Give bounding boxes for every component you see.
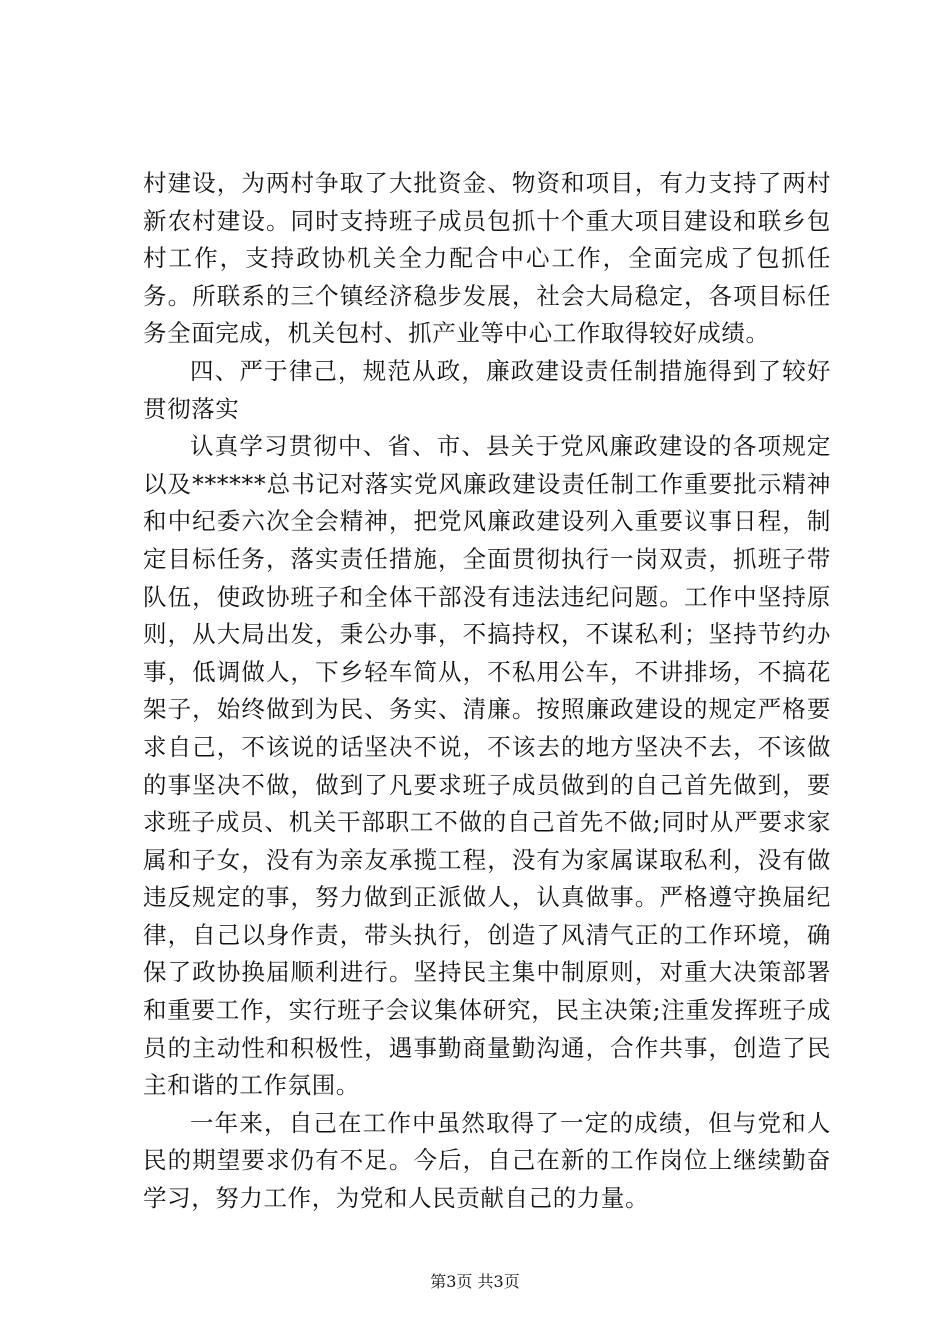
paragraph-conclusion: 一年来，自己在工作中虽然取得了一定的成绩，但与党和人民的期望要求仍有不足。今后，自己在新的工作岗位上继续勤奋学习，努力工作，为党和人民贡献自己的力量。 bbox=[143, 1108, 831, 1213]
paragraph-body: 认真学习贯彻中、省、市、县关于党风廉政建设的各项规定以及******总书记对落实党风廉政建设责任制工作重要批示精神和中纪委六次全会精神，把党风廉政建设列入重要议事日程，制定目标任务，落实责任措施，全面贯彻执行一岗双责，抓班子带队伍，使政协班子和全体干部没有违法违纪问题。工作中坚持原则，从大局出发，秉公办事，不搞持权，不谋私利；坚持节约办事，低调做人，下乡轻车简从，不私用公车，不讲排场，不搞花架子，始终做到为民、务实、清廉。按照廉政建设的规定严格要求自己，不该说的话坚决不说，不该去的地方坚决不去，不该做的事坚决不做，做到了凡要求班子成员做到的自己首先做到，要求班子成员、机关干部职工不做的自己首先不做;同时从严要求家属和子女，没有为亲友承揽工程，没有为家属谋取私利，没有做违反规定的事，努力做到正派做人，认真做事。严格遵守换届纪律，自己以身作责，带头执行，创造了风清气正的工作环境，确保了政协换届顺利进行。坚持民主集中制原则，对重大决策部署和重要工作，实行班子会议集体研究，民主决策;注重发挥班子成员的主动性和积极性，遇事勤商量勤沟通，合作共事，创造了民主和谐的工作氛围。 bbox=[143, 432, 831, 1100]
document-body bbox=[143, 165, 831, 1218]
paragraph-continuation: 村建设，为两村争取了大批资金、物资和项目，有力支持了两村新农村建设。同时支持班子成员包抓十个重大项目建设和联乡包村工作，支持政协机关全力配合中心工作，全面完成了包抓任务。所联系的三个镇经济稳步发展，社会大局稳定，各项目标任务全面完成，机关包村、抓产业等中心工作取得较好成绩。 bbox=[143, 169, 831, 348]
page-footer: 第3页 共3页 bbox=[430, 1272, 520, 1291]
section-heading: 四、严于律己，规范从政，廉政建设责任制措施得到了较好贯彻落实 bbox=[143, 356, 831, 423]
